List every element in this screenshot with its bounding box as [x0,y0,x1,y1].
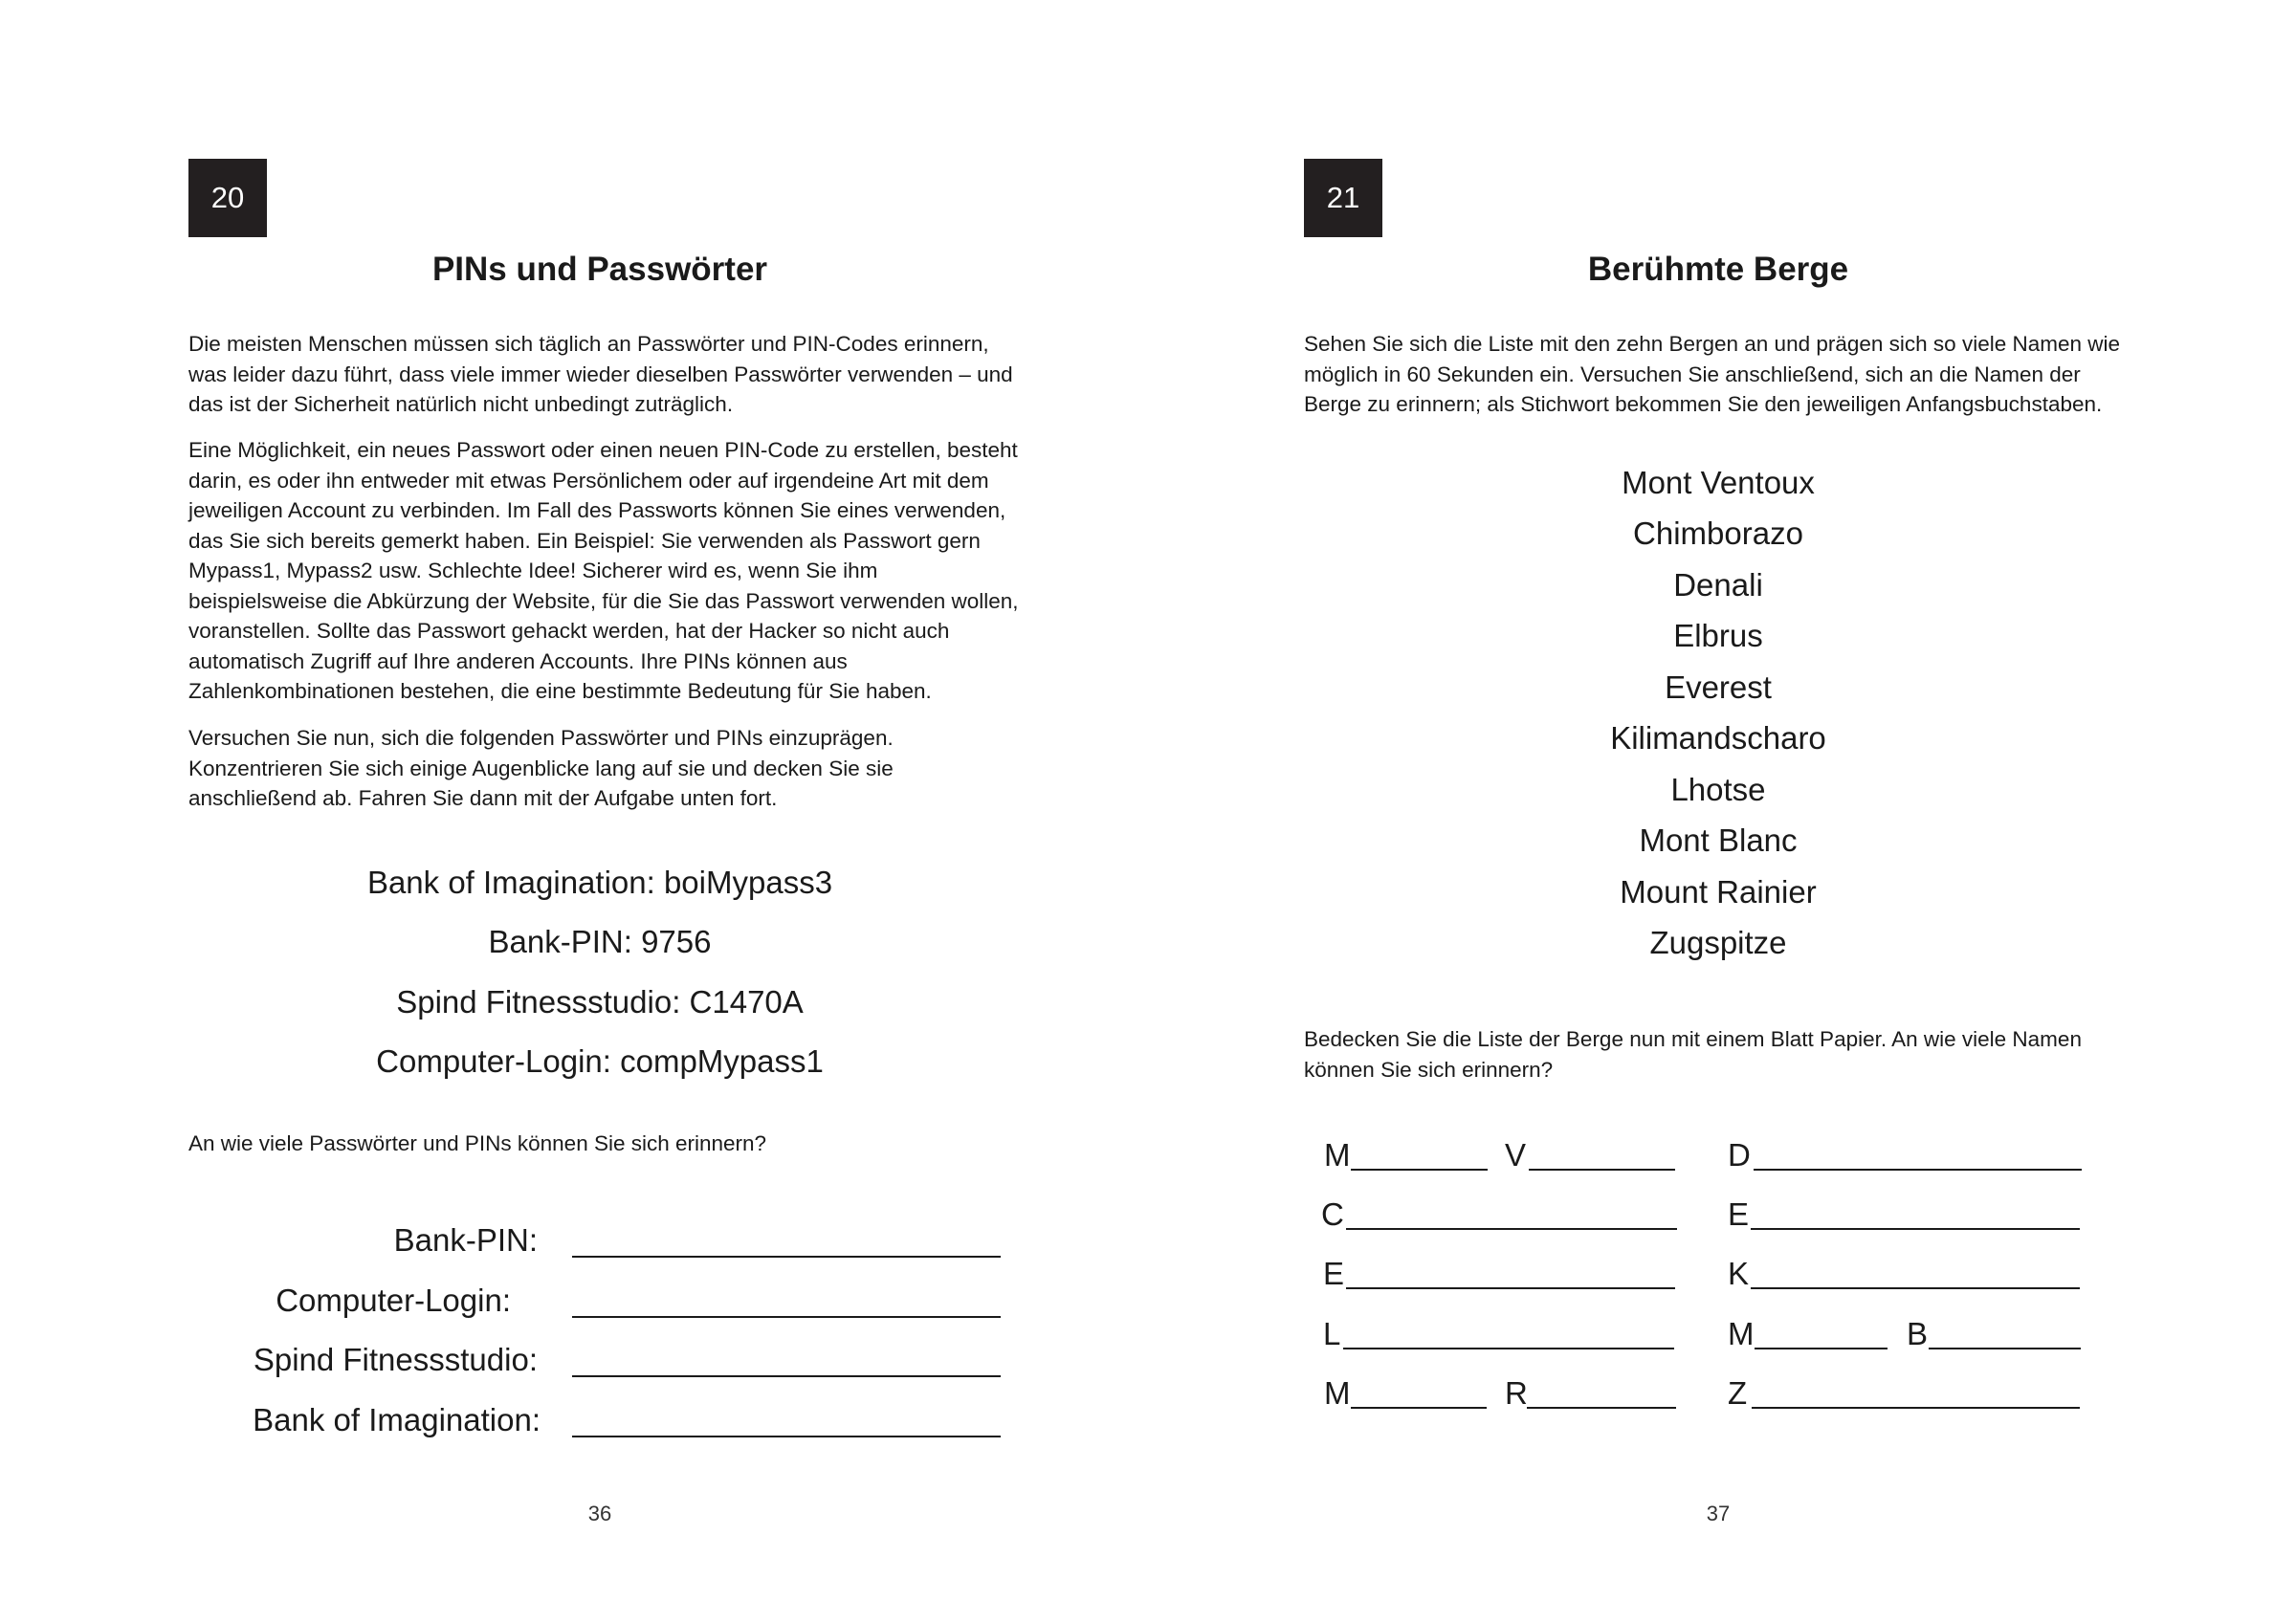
recall-question: Bedecken Sie die Liste der Berge nun mit einem Blatt Papier. An wie viele Namen können Sie sich erinnern? [1304,1027,2082,1082]
blank-line[interactable] [1529,1169,1675,1171]
mountain-item: Lhotse [1670,772,1766,807]
cue-letter: B [1907,1316,1929,1351]
exercise-number: 21 [1326,181,1360,214]
blank-line[interactable] [1527,1407,1676,1409]
blank-line[interactable] [1752,1407,2080,1409]
paragraph: Eine Möglichkeit, ein neues Passwort oder einen neuen PIN-Code zu erstellen, besteht darin, es oder ihn entweder mit etwas Persönlichem oder auf irgendeine Art mit dem jeweiligen Account zu verbinden. Im Fall des Passworts können Sie eines verwenden, das Sie sich bereits gemerkt haben. Ein Beispiel: Sie verwenden als Passwort gern Mypass1, Mypass2 usw. Schlechte Idee! Sicherer wird es, wenn Sie ihm beispielsweise die Abkürzung der Website, für die Sie das Passwort verwenden wollen, voranstellen. Sollte das Passwort gehackt werden, hat der Hacker so nicht auch automatisch Zugriff auf Ihre anderen Accounts. Ihre PINs können aus Zahlenkombinationen bestehen, die eine bestimmte Bedeutung für Sie haben. [188,438,1019,703]
answer-label-bank-pin: Bank-PIN: [393,1222,538,1258]
password-item: Bank of Imagination: boiMypass3 [366,865,833,900]
cue-letter: R [1505,1375,1528,1411]
page-number: 36 [587,1502,612,1525]
password-item: Spind Fitnessstudio: C1470A [396,984,804,1020]
mountain-item: Mont Blanc [1639,822,1798,858]
mountain-item: Chimborazo [1633,515,1803,551]
password-item: Bank-PIN: 9756 [488,924,712,959]
cue-letter: E [1323,1256,1345,1291]
recall-question: An wie viele Passwörter und PINs können Sie sich erinnern? [188,1131,767,1155]
answer-line-spind[interactable] [572,1375,1001,1377]
right-page [1148,0,2296,1623]
answer-line-bank-of-imagination[interactable] [572,1436,1001,1437]
exercise-title: PINs und Passwörter [431,251,768,288]
mountain-item: Mount Rainier [1620,874,1817,910]
paragraph: Die meisten Menschen müssen sich täglich an Passwörter und PIN-Codes erinnern, was leider dazu führt, dass viele immer wieder dieselben Passwörter verwenden – und das ist der Sicherheit natürlich nicht unbedingt zuträglich. [188,332,1013,416]
blank-line[interactable] [1343,1348,1674,1349]
mountain-item: Denali [1673,567,1763,603]
cue-letter: E [1728,1196,1750,1232]
blank-line[interactable] [1346,1228,1677,1230]
mountain-item: Elbrus [1673,618,1763,653]
page-number: 37 [1706,1502,1731,1525]
exercise-number-box [188,159,267,237]
cue-letter: K [1728,1256,1750,1291]
cue-letter: Z [1728,1375,1748,1411]
cue-letter: C [1321,1196,1344,1232]
exercise-number-box [1304,159,1382,237]
mountain-item: Everest [1665,669,1772,705]
blank-line[interactable] [1751,1228,2080,1230]
mountain-item: Kilimandscharo [1610,720,1826,756]
mountain-item: Mont Ventoux [1622,465,1815,500]
blank-line[interactable] [1755,1348,1888,1349]
answer-label-computer-login: Computer-Login: [276,1283,511,1318]
blank-line[interactable] [1351,1407,1487,1409]
blank-line[interactable] [1754,1169,2082,1171]
answer-line-computer-login[interactable] [572,1316,1001,1318]
answer-line-bank-pin[interactable] [572,1256,1001,1258]
cue-letter: V [1505,1137,1527,1173]
cue-letter: M [1324,1137,1351,1173]
exercise-title: Berühmte Berge [1587,251,1849,288]
blank-line[interactable] [1346,1287,1675,1289]
mountain-item: Zugspitze [1649,925,1787,960]
intro-paragraph: Sehen Sie sich die Liste mit den zehn Bergen an und prägen sich so viele Namen wie möglich in 60 Sekunden ein. Versuchen Sie anschließend, sich an die Namen der Berge zu erinnern; als Stichwort bekommen Sie den jeweiligen Anfangsbuchstaben. [1304,332,2121,416]
blank-line[interactable] [1351,1169,1488,1171]
answer-label-bank-of-imagination: Bank of Imagination: [253,1402,541,1437]
password-item: Computer-Login: compMypass1 [376,1043,824,1079]
answer-label-spind: Spind Fitnessstudio: [253,1342,538,1377]
blank-line[interactable] [1929,1348,2081,1349]
paragraph: Versuchen Sie nun, sich die folgenden Passwörter und PINs einzuprägen. Konzentrieren Sie sich einige Augenblicke lang auf sie und decken Sie sie anschließend ab. Fahren Sie dann mit der Aufgabe unten fort. [188,726,894,810]
exercise-number: 20 [210,181,245,214]
cue-letter: L [1323,1316,1341,1351]
cue-letter: D [1728,1137,1751,1173]
cue-letter: M [1324,1375,1351,1411]
blank-line[interactable] [1751,1287,2080,1289]
cue-letter: M [1728,1316,1755,1351]
